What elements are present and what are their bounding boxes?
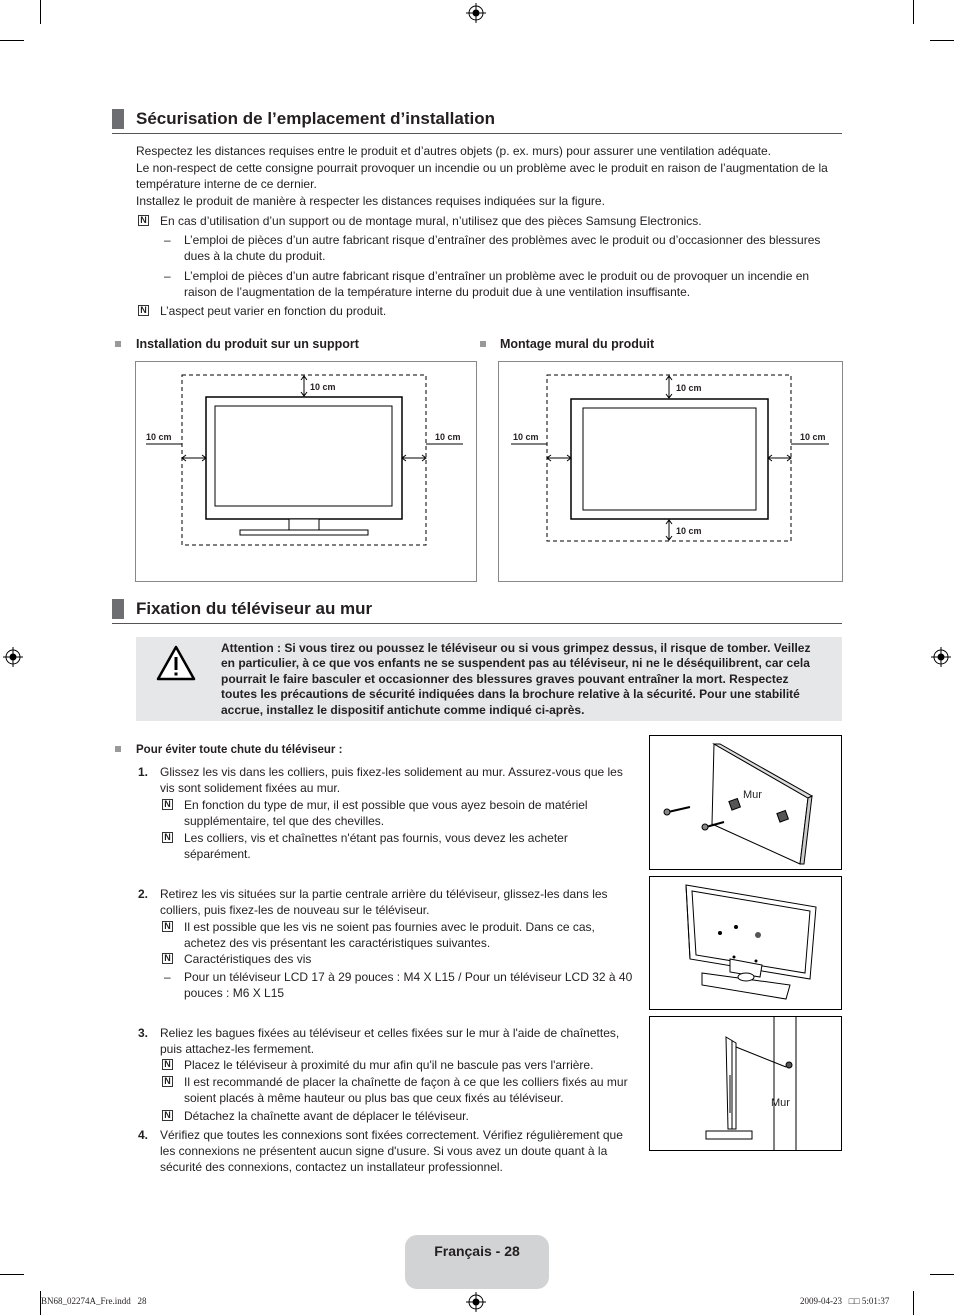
file-name: BN68_02274A_Fre.indd 28 — [41, 1296, 147, 1306]
dimension-label: 10 cm — [676, 526, 702, 536]
paragraph: Installez le produit de manière à respecter les distances requises indiquées sur la figure. — [136, 194, 605, 208]
crop-mark — [913, 1291, 914, 1315]
square-bullet-icon — [115, 341, 121, 347]
note-icon: N — [162, 953, 173, 964]
dimension-label: 10 cm — [146, 432, 172, 442]
warning-text: Attention : Si vous tirez ou poussez le téléviseur ou si vous grimpez dessus, il risque de tomber. Veillez en particulier, à ce que vos enfants ne se suspendent pas au téléviseur, ni ne le déséquilibrent, car cela pourrait le faire basculer et occasionner des blessures graves pouvant entraîner la mort. Respectez toutes les précautions de sécurité indiquées dans la brochure relative à la sécurité. Pour une stabilité accrue, installez le dispositif antichute comme indiqué ci-après. — [221, 641, 811, 717]
note-text: Les colliers, vis et chaînettes n'étant pas fournis, vous devez les acheter séparément. — [184, 831, 568, 861]
wall-label: Mur — [771, 1097, 790, 1109]
crop-mark — [913, 0, 914, 24]
step-text: Retirez les vis situées sur la partie centrale arrière du téléviseur, glissez-les dans les colliers, puis fixez-les de nouveau sur le téléviseur. — [160, 887, 608, 917]
tv-stand-illustration — [136, 362, 476, 581]
note-icon: N — [162, 1059, 173, 1070]
dash-bullet: – — [164, 970, 171, 984]
note-icon: N — [138, 215, 149, 226]
note-text: Caractéristiques des vis — [184, 952, 312, 966]
tv-wall-illustration — [499, 362, 842, 581]
figure-stand-installation — [135, 361, 477, 582]
figure-title: Montage mural du produit — [500, 337, 655, 351]
heading-bar — [112, 109, 124, 129]
dimension-label: 10 cm — [676, 383, 702, 393]
figure-title: Installation du produit sur un support — [136, 337, 359, 351]
dash-bullet: – — [164, 233, 171, 247]
crop-mark — [930, 1274, 954, 1275]
warning-triangle-icon — [156, 645, 196, 681]
step-text: Glissez les vis dans les colliers, puis fixez-les solidement au mur. Assurez-vous que les vis sont solidement fixées au mur. — [160, 765, 623, 795]
note-icon: N — [162, 1110, 173, 1121]
note-icon: N — [138, 305, 149, 316]
section-title: Sécurisation de l’emplacement d’installation — [136, 109, 495, 128]
registration-mark-icon — [466, 1292, 486, 1312]
subheading: Pour éviter toute chute du téléviseur : — [136, 744, 343, 756]
step-number: 2. — [138, 887, 149, 901]
note-text: En cas d’utilisation d’un support ou de montage mural, n’utilisez que des pièces Samsung Electronics. — [160, 214, 702, 228]
note-icon: N — [162, 799, 173, 810]
crop-mark — [0, 1274, 24, 1275]
paragraph: Respectez les distances requises entre le produit et d’autres objets (p. ex. murs) pour assurer une ventilation adéquate. — [136, 144, 772, 158]
tv-back-illustration — [650, 877, 841, 1009]
note-text: Il est recommandé de placer la chaînette de façon à ce que les colliers fixés au mur soient placés à même hauteur ou plus bas que ceux fixés au téléviseur. — [184, 1075, 628, 1105]
step-number: 3. — [138, 1026, 149, 1040]
section-heading — [112, 109, 842, 134]
step-number: 1. — [138, 765, 149, 779]
paragraph: Le non-respect de cette consigne pourrait provoquer un incendie ou un problème avec le produit en raison de l’augmentation de la température interne de ce dernier. — [136, 161, 828, 191]
section-heading — [112, 599, 842, 624]
dimension-label: 10 cm — [800, 432, 826, 442]
figure-wall-screws — [649, 735, 842, 870]
note-icon: N — [162, 1076, 173, 1087]
note-text: Il est possible que les vis ne soient pas fournies avec le produit. Dans ce cas, achetez des vis présentant les caractéristiques suivantes. — [184, 920, 595, 950]
figure-tv-chain — [649, 1016, 842, 1151]
dash-bullet: – — [164, 269, 171, 283]
dimension-label: 10 cm — [513, 432, 539, 442]
section-title: Fixation du téléviseur au mur — [136, 599, 373, 618]
crop-mark — [40, 0, 41, 24]
heading-bar — [112, 599, 124, 619]
dash-text: Pour un téléviseur LCD 17 à 29 pouces : M4 X L15 / Pour un téléviseur LCD 32 à 40 pouces : M6 X L15 — [184, 970, 633, 1000]
page-number: Français - 28 — [434, 1243, 520, 1259]
dash-text: L’emploi de pièces d’un autre fabricant risque d’entraîner des problèmes avec le produit ou d’occasionner des blessures dues à la chute du produit. — [184, 233, 821, 263]
note-icon: N — [162, 832, 173, 843]
step-text: Reliez les bagues fixées au téléviseur et celles fixées sur le mur à l'aide de chaînettes, puis attachez-les fermement. — [160, 1026, 620, 1056]
step-text: Vérifiez que toutes les connexions sont fixées correctement. Vérifiez régulièrement que les connexions ne présentent aucun signe d'usure. Si vous avez un doute quant à la sécurité des connexions, contactez un installateur professionnel. — [160, 1128, 623, 1174]
note-text: En fonction du type de mur, il est possible que vous ayez besoin de matériel supplémentaire, tel que des chevilles. — [184, 798, 588, 828]
warning-box — [136, 637, 842, 721]
crop-mark — [0, 40, 24, 41]
note-text: Détachez la chaînette avant de déplacer le téléviseur. — [184, 1109, 469, 1123]
wall-screws-illustration — [650, 736, 841, 869]
registration-mark-icon — [466, 3, 486, 23]
registration-mark-icon — [931, 647, 951, 667]
tv-chain-illustration — [650, 1017, 841, 1150]
dimension-label: 10 cm — [310, 382, 336, 392]
square-bullet-icon — [480, 341, 486, 347]
crop-mark — [930, 40, 954, 41]
figure-wall-mount — [498, 361, 843, 582]
page-number-tab — [405, 1235, 549, 1289]
dimension-label: 10 cm — [435, 432, 461, 442]
note-text: Placez le téléviseur à proximité du mur afin qu'il ne bascule pas vers l'arrière. — [184, 1058, 594, 1072]
dash-text: L’emploi de pièces d’un autre fabricant risque d’entraîner un problème avec le produit ou de provoquer un incendie en raison de l’augmentation de la température interne du produit due à une ventilation insuffisante. — [184, 269, 810, 299]
registration-mark-icon — [3, 647, 23, 667]
square-bullet-icon — [115, 746, 121, 752]
wall-label: Mur — [743, 789, 762, 801]
figure-tv-back — [649, 876, 842, 1010]
note-icon: N — [162, 921, 173, 932]
note-text: L’aspect peut varier en fonction du produit. — [160, 304, 387, 318]
step-number: 4. — [138, 1128, 149, 1142]
print-date: 2009-04-23 □□ 5:01:37 — [800, 1296, 890, 1306]
